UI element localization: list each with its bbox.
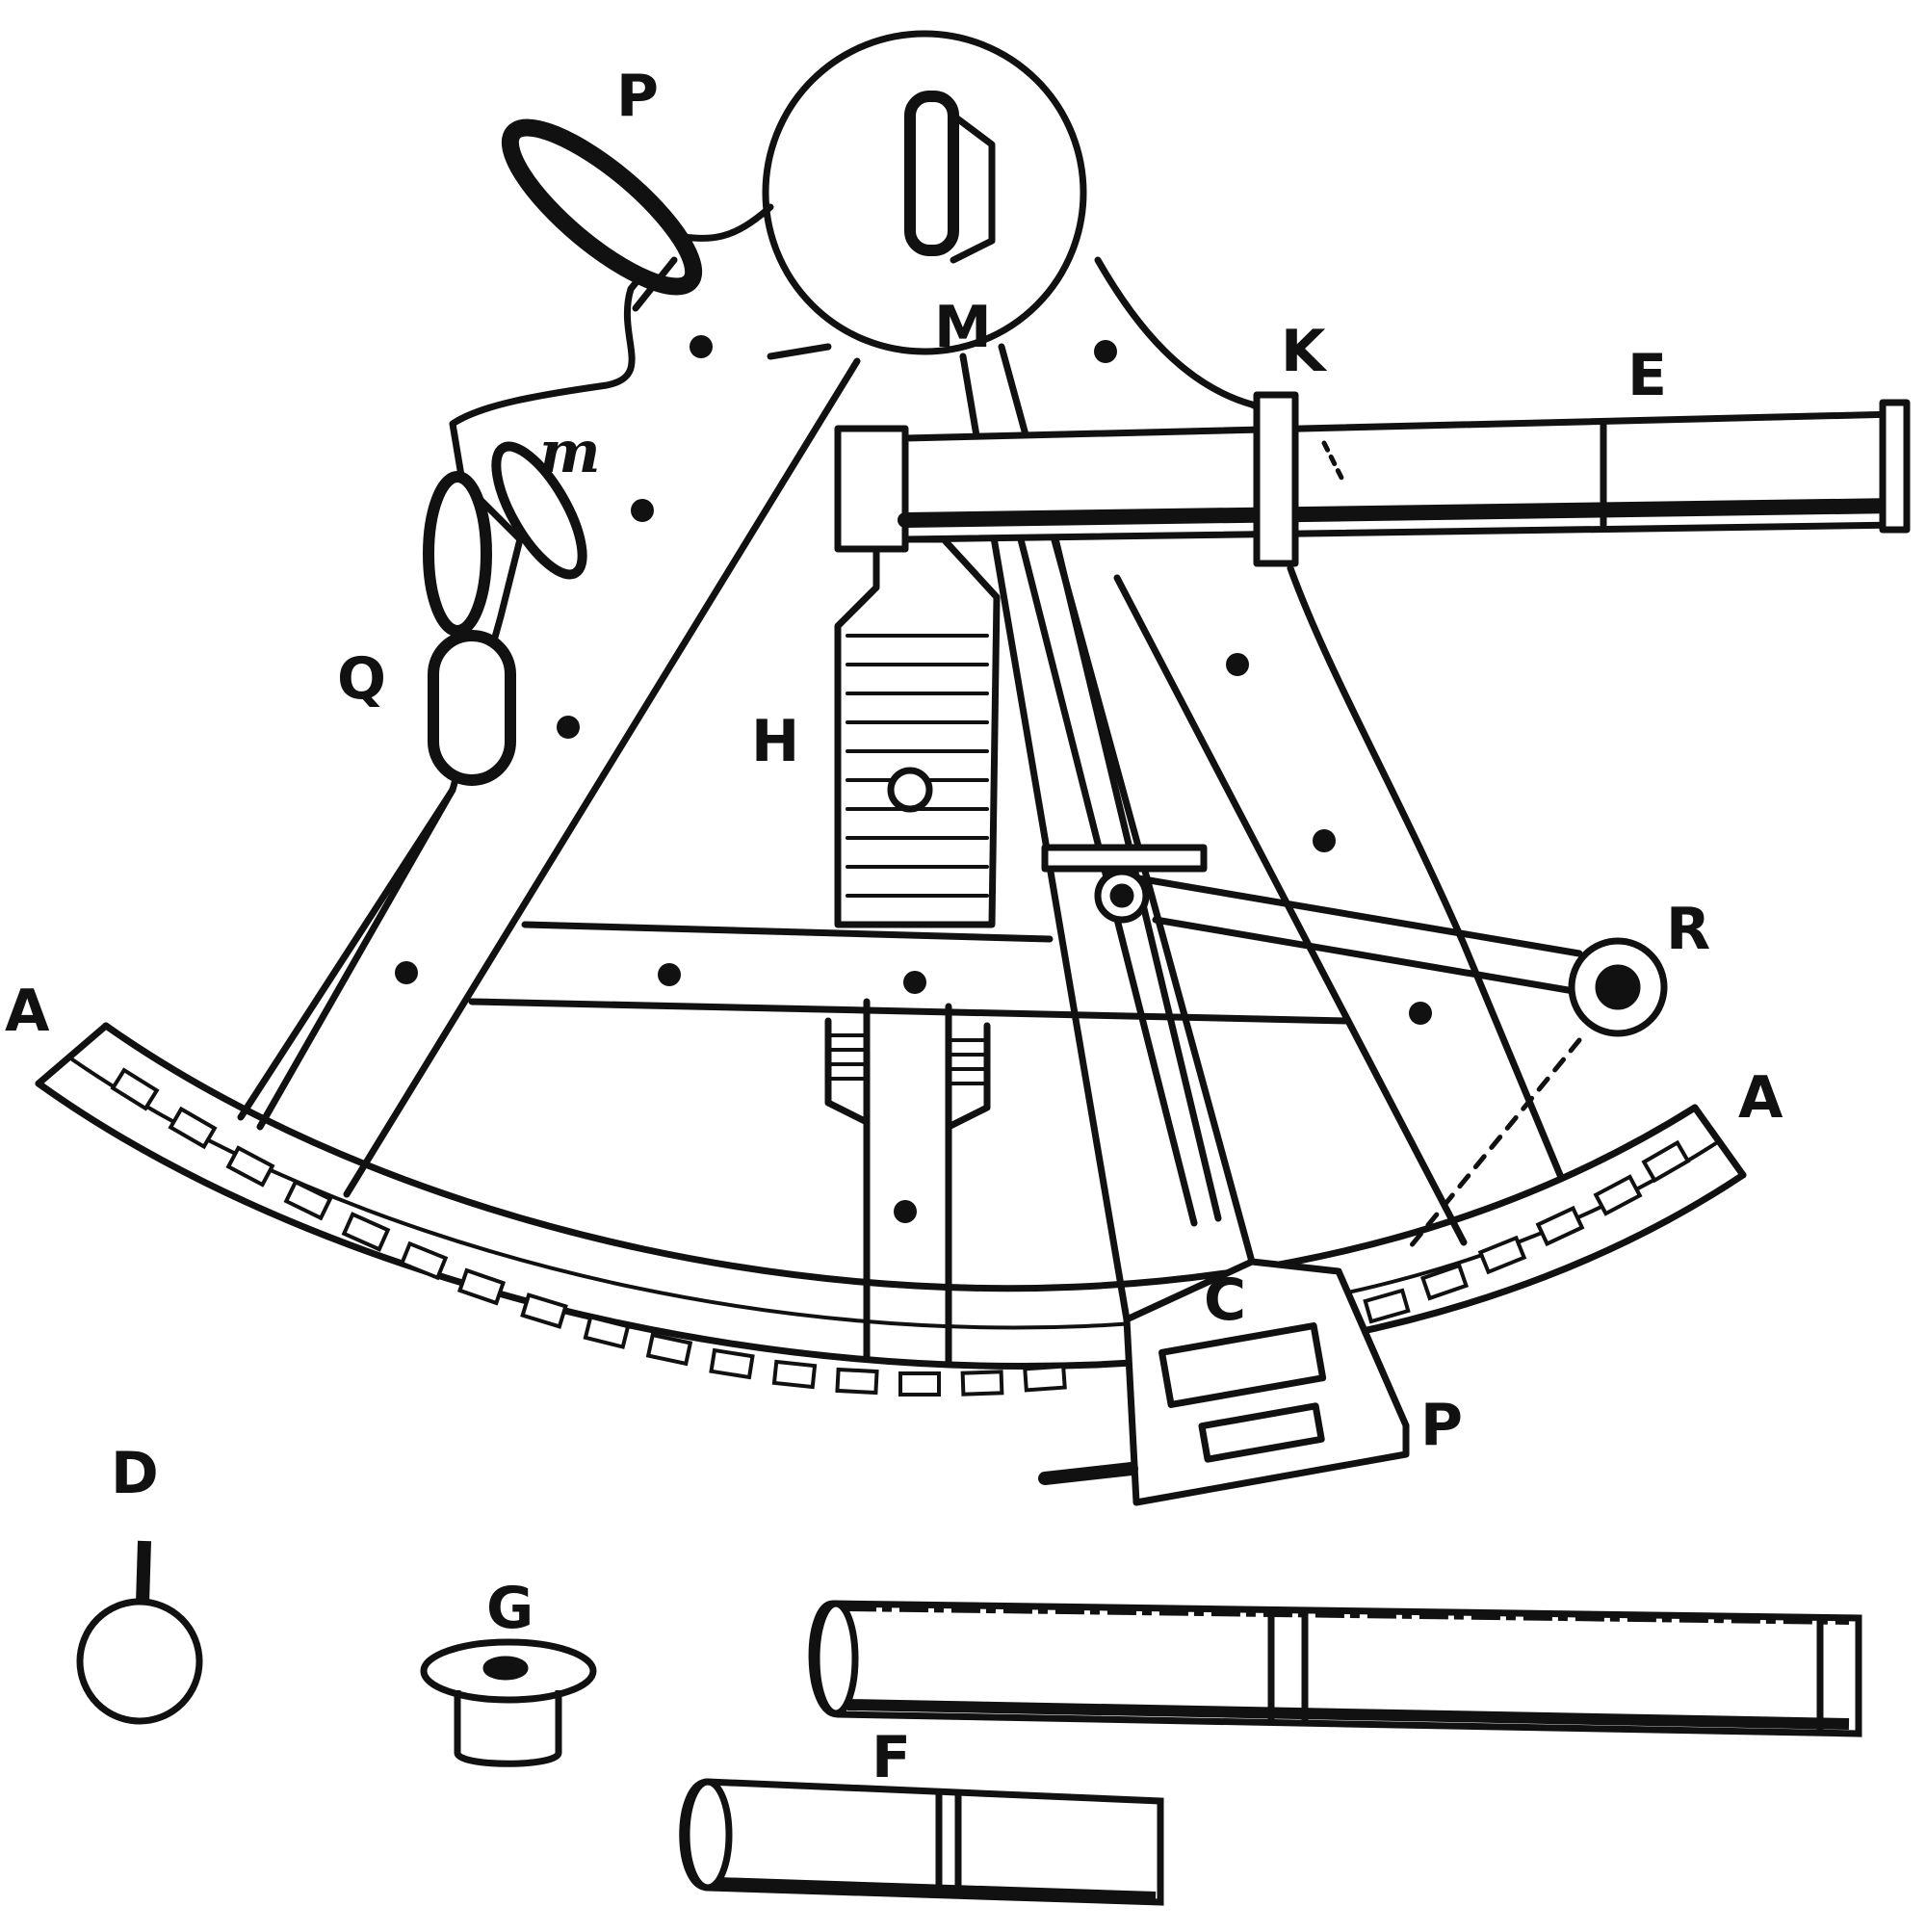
label-p-top: P [616, 63, 659, 130]
label-m-lower: m [539, 419, 601, 486]
shade-glass-q [433, 636, 510, 780]
magnifier-arm-bottom [1156, 920, 1579, 992]
shade-glass-p [490, 105, 715, 309]
label-a-right: A [1738, 1064, 1783, 1132]
screw [557, 716, 580, 739]
right-outer-arm [1290, 568, 1560, 1175]
index-mirror-m [910, 96, 953, 250]
shade-glass-m1 [429, 477, 486, 631]
index-clamp-bar [1045, 848, 1204, 869]
left-inner-arm [347, 361, 857, 1194]
magnifier-arm-top [1127, 876, 1579, 953]
screw [690, 335, 713, 358]
accessories [80, 1541, 1859, 1902]
screw [1313, 829, 1336, 852]
label-r: R [1666, 896, 1711, 963]
accessory-d-ring [80, 1602, 199, 1721]
screw [1094, 340, 1117, 363]
label-e: E [1627, 342, 1667, 409]
limb-arc-inner [106, 1026, 1695, 1289]
screw [631, 499, 654, 522]
horizon-glass-screw [891, 770, 929, 809]
tangent-screw [1045, 1469, 1132, 1478]
right-inner-arm [1117, 578, 1464, 1242]
telescope-eyepiece [1883, 403, 1907, 530]
screw [395, 961, 418, 984]
telescope-collar-k [1257, 395, 1295, 563]
left-inner-arm-2 [770, 347, 828, 356]
label-h: H [751, 708, 800, 775]
limb-end-right [1695, 1108, 1743, 1175]
sextant-frame [39, 34, 1907, 1502]
limb-graduations [113, 1070, 1688, 1395]
left-outer-arm [260, 790, 453, 1127]
screw [903, 971, 926, 994]
label-p-bottom: P [1420, 1392, 1463, 1459]
crossbar-bottom [472, 1002, 1348, 1021]
magnifier-lens-center [1599, 968, 1637, 1006]
screw [1409, 1002, 1432, 1025]
accessory-g-hole [486, 1659, 525, 1677]
label-f: F [872, 1724, 911, 1791]
label-k: K [1281, 318, 1326, 385]
label-c: C [1204, 1266, 1247, 1334]
label-q: Q [337, 645, 387, 713]
screw [1226, 653, 1249, 676]
accessory-d-stem [143, 1541, 144, 1604]
screw [658, 963, 681, 986]
telescope-mount [838, 429, 905, 549]
screw [894, 1200, 917, 1223]
label-a-left: A [5, 978, 50, 1045]
magnifier-pivot-inner [1113, 887, 1131, 904]
label-g: G [486, 1575, 534, 1642]
label-m-upper: M [934, 294, 992, 361]
label-d: D [111, 1440, 159, 1507]
strut-screw-threads [830, 1035, 985, 1083]
